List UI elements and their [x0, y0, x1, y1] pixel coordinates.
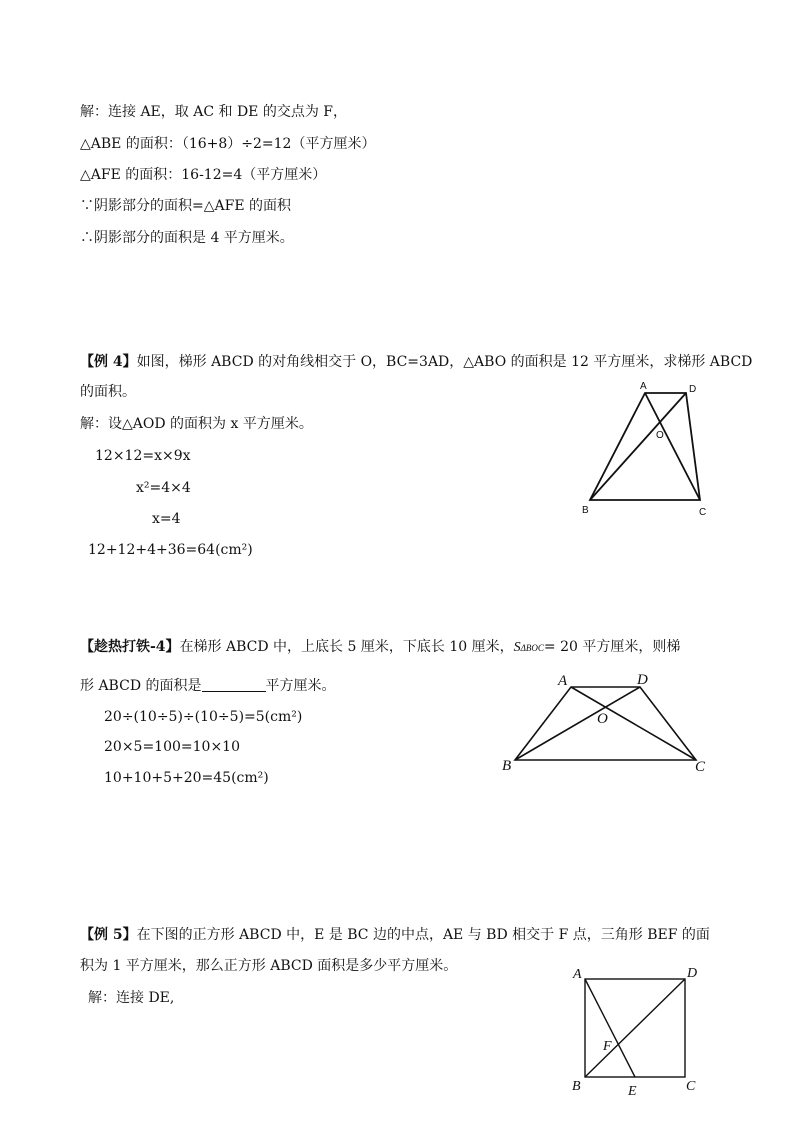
example4-label-c: C — [699, 507, 707, 518]
example5-solution: 解：连接 DE, — [88, 990, 175, 1006]
solution-line-3: △AFE 的面积：16-12=4（平方厘米） — [80, 167, 327, 183]
example5-question-line-1 — [80, 925, 710, 945]
practice4-equation-1: 20÷(10÷5)÷(10÷5)=5(cm²) — [104, 709, 303, 725]
solution-line-5: ∴阴影部分的面积是 4 平方厘米。 — [80, 230, 294, 246]
practice4-equation-2: 20×5=100=10×10 — [104, 739, 240, 755]
example5-label-f: F — [603, 1039, 612, 1054]
solution-line-1: 解：连接 AE，取 AC 和 DE 的交点为 F， — [80, 104, 348, 120]
practice4-label-d: D — [637, 672, 648, 688]
example4-label-d: D — [689, 384, 697, 395]
practice4-question-line-1 — [80, 637, 680, 658]
example4-question-line-2: 的面积。 — [80, 384, 136, 400]
example4-equation-1: 12×12=x×9x — [95, 448, 191, 464]
practice4-label-a: A — [558, 673, 568, 689]
area-symbol-s: S — [513, 640, 521, 655]
example5-label-b: B — [572, 1079, 581, 1094]
practice4-question-line-2-a: 形 ABCD 的面积是 — [80, 678, 202, 694]
example5-label-a: A — [573, 967, 582, 982]
example4-label-o: O — [656, 430, 664, 441]
practice4-label-o: O — [597, 711, 608, 727]
example4-label-b: B — [582, 505, 589, 516]
practice4-question-part-1: 在梯形 ABCD 中，上底长 5 厘米，下底长 10 厘米， — [179, 639, 514, 655]
practice4-question-part-2: = 20 平方厘米，则梯 — [543, 639, 681, 655]
solution-line-4: ∵阴影部分的面积=△AFE 的面积 — [80, 198, 291, 214]
example5-label-c: C — [686, 1079, 696, 1094]
example4-question-line-1 — [80, 352, 752, 372]
practice4-question-line-2 — [80, 676, 336, 696]
practice4-label-c: C — [695, 759, 706, 775]
practice4-equation-3: 10+10+5+20=45(cm²) — [104, 770, 269, 786]
example4-equation-4: 12+12+4+36=64(cm²) — [88, 542, 253, 558]
practice4-question-line-2-b: 平方厘米。 — [265, 678, 336, 694]
example4-solution-intro: 解：设△AOD 的面积为 x 平方厘米。 — [80, 416, 313, 432]
solution-line-2: △ABE 的面积：（16+8）÷2=12（平方厘米） — [80, 136, 376, 152]
answer-blank — [202, 677, 266, 692]
example5-label-d: D — [687, 966, 698, 981]
example4-equation-3: x=4 — [152, 511, 181, 527]
example5-question-text: 在下图的正方形 ABCD 中，E 是 BC 边的中点，AE 与 BD 相交于 F 点，三角形 BEF 的面 — [136, 927, 710, 943]
example4-equation-2: x²=4×4 — [136, 480, 191, 496]
area-symbol-subscript: ΔBOC — [520, 643, 544, 653]
example4-label-a: A — [640, 381, 647, 392]
example5-label-e: E — [628, 1084, 637, 1099]
example5-question-line-2: 积为 1 平方厘米，那么正方形 ABCD 面积是多少平方厘米。 — [80, 958, 458, 974]
example5-tag: 【例 5】 — [80, 927, 137, 943]
example4-tag: 【例 4】 — [80, 354, 137, 370]
practice4-label-b: B — [502, 758, 512, 774]
example4-question-text: 如图，梯形 ABCD 的对角线相交于 O，BC=3AD，△ABO 的面积是 12 平方厘米，求梯形 ABCD — [136, 354, 753, 370]
practice4-tag: 【趁热打铁-4】 — [80, 639, 180, 655]
